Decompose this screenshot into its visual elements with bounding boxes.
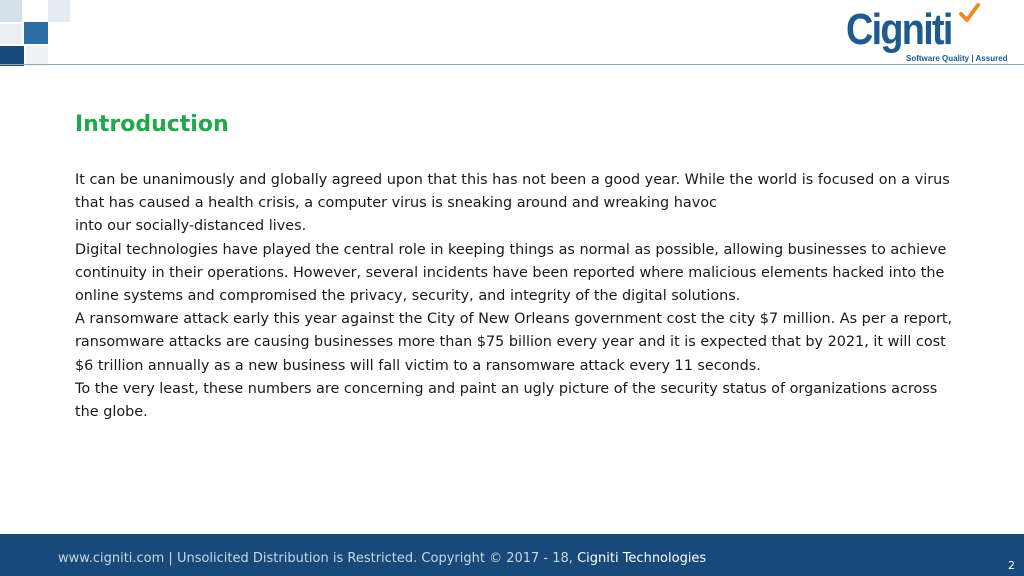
body-paragraph: To the very least, these numbers are concerning and paint an ugly picture of the security status of organizations across the globe.: [75, 380, 938, 421]
body-paragraph: Digital technologies have played the central role in keeping things as normal as possible, allowing businesses to achieve continuity in their operations. However, several incidents have been reported where malicious elements hacked into the online systems and compromised the privacy, security, and integrity of the digital solutions.: [75, 241, 947, 305]
slide-body: [75, 169, 955, 424]
footer-text: www.cigniti.com | Unsolicited Distribution is Restricted. Copyright © 2017 - 18,: [58, 551, 578, 566]
checkmark-icon: [958, 2, 980, 24]
footer-company: Cigniti Technologies: [577, 551, 707, 566]
body-paragraph: It can be unanimously and globally agreed upon that this has not been a good year. While the world is focused on a virus that has caused a health crisis, a computer virus is sneaking around and wreaking havoc: [75, 172, 950, 212]
cigniti-logo: [846, 2, 1006, 64]
body-paragraph: A ransomware attack early this year against the City of New Orleans government cost the city $7 million. As per a report, ransomware attacks are causing businesses more than $75 billion every year and it is expected that by 2021, it will cost $6 trillion annually as a new business will fall victim to a ransomware attack every 11 seconds.: [75, 311, 953, 374]
logo-wordmark: Cigniti: [846, 5, 952, 54]
footer-copyright: [58, 551, 706, 566]
slide-title: Introduction: [75, 112, 229, 137]
body-paragraph: into our socially-distanced lives.: [75, 218, 307, 235]
logo-tagline: Software Quality | Assured: [906, 54, 1008, 63]
corner-squares-decoration: [0, 0, 80, 70]
header-divider: [0, 64, 1024, 65]
footer-bar: [0, 534, 1024, 576]
page-number: 2: [1008, 559, 1015, 572]
